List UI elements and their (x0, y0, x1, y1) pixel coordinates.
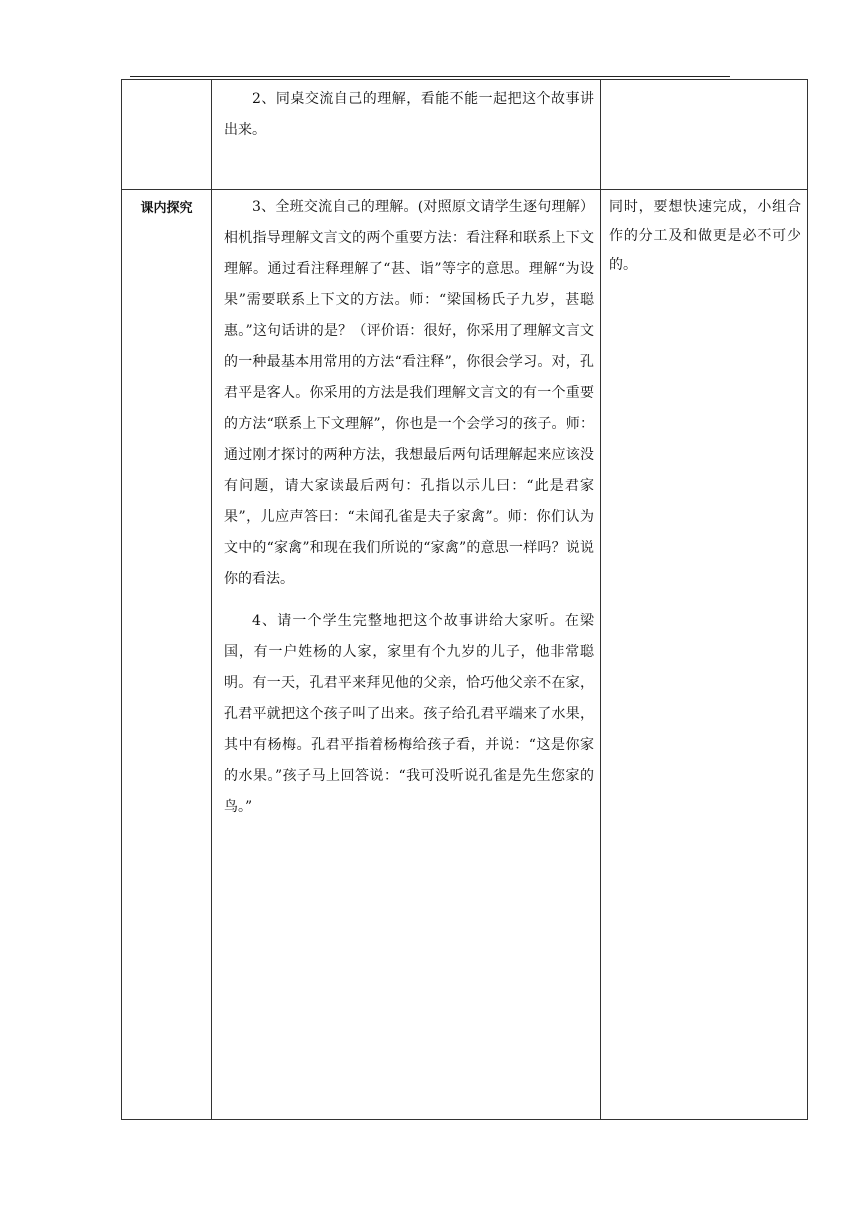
paragraph: 4、请一个学生完整地把这个故事讲给大家听。在梁国，有一户姓杨的人家，家里有个九岁的儿子，他非常聪明。有一天，孔君平来拜见他的父亲，恰巧他父亲不在家，孔君平就把这个孩子叫了出来。孩子给孔君平端来了水果，其中有杨梅。孔君平指着杨梅给孩子看，并说：“这是你家的水果。”孩子马上回答说：“我可没听说孔雀是先生您家的鸟。” (224, 613, 594, 815)
table-row (122, 190, 808, 1120)
content-cell (212, 190, 601, 1120)
section-label (122, 80, 212, 190)
paragraph: 3、全班交流自己的理解。(对照原文请学生逐句理解）相机指导理解文言文的两个重要方法：看注释和联系上下文理解。通过看注释理解了“甚、诣”等字的意思。理解“为设果”需要联系上下文的方法。师：“梁国杨氏子九岁，甚聪惠。”这句话讲的是？（评价语：很好，你采用了理解文言文的一种最基本用常用的方法“看注释”，你很会学习。对，孔君平是客人。你采用的方法是我们理解文言文的有一个重要的方法“联系上下文理解”，你也是一个会学习的孩子。师：通过刚才探讨的两种方法，我想最后两句话理解起来应该没有问题，请大家读最后两句：孔指以示儿曰：“此是君家果”，儿应声答曰：“未闻孔雀是夫子家禽”。师：你们认为文中的“家禽”和现在我们所说的“家禽”的意思一样吗？说说你的看法。 (224, 199, 594, 587)
note-cell: 同时，要想快速完成，小组合作的分工及和做更是必不可少的。 (601, 190, 808, 1120)
content-cell (212, 80, 601, 190)
note-cell (601, 80, 808, 190)
paragraph: 2、同桌交流自己的理解，看能不能一起把这个故事讲出来。 (224, 91, 594, 138)
table-row (122, 80, 808, 190)
header-rule (130, 76, 730, 77)
lesson-plan-table (121, 79, 808, 1120)
section-label: 课内探究 (122, 190, 212, 1120)
